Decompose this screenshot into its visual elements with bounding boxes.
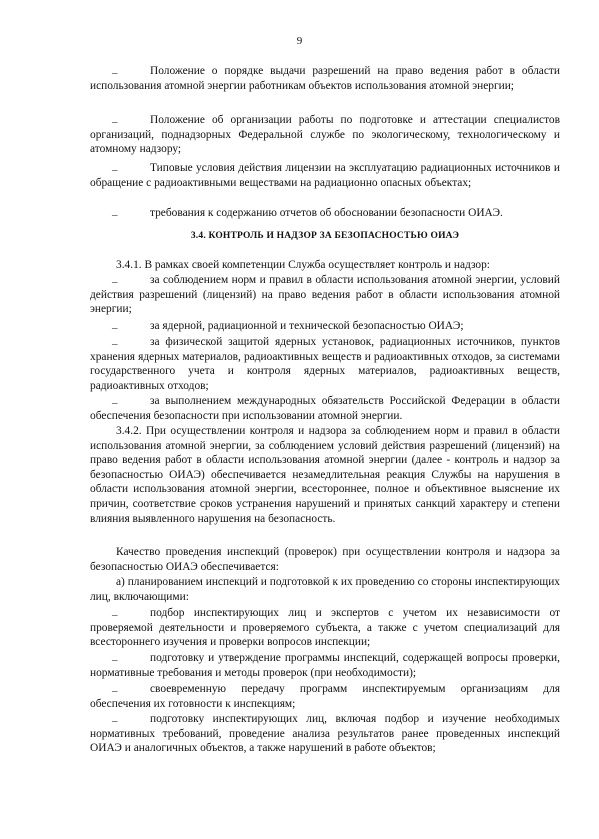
paragraph: подготовку инспектирующих лиц, включая подбор и изучение необходимых нормативных требований, проведение анализа результатов ранее проведенных инспекций ОИАЭ и аналогичных объектов, а также нарушений в работе объектов; <box>90 713 560 755</box>
paragraph: 3.4.2. При осуществлении контроля и надзора за соблюдением норм и правил в области использования атомной энергии, за соблюдением условий действия разрешений (лицензий) на право ведения работ в области использования атомной энергии (далее - контроль и надзор за безопасностью ОИАЭ) обеспечивается незамедлительная реакция Службы на нарушения в области использования атомной энергии, всестороннее, полное и объективное выяснение их причин, соответствие сроков устранения нарушений и принятых санкций характеру и степени влияния выявленного нарушения на безопасность. <box>90 425 560 525</box>
list-dash: – <box>112 715 118 727</box>
paragraph: Качество проведения инспекций (проверок) при осуществлении контроля и надзора за безопасностью ОИАЭ обеспечивается: <box>90 546 560 573</box>
paragraph: подготовку и утверждение программы инспекций, содержащей вопросы проверки, нормативные требования и методы проверок (при необходимости); <box>90 652 560 679</box>
list-dash: – <box>112 397 118 409</box>
paragraph: за физической защитой ядерных установок, радиационных источников, пунктов хранения ядерных материалов, радиоактивных веществ и радиоактивных отходов, за системами государственного учета и контроля ядерных материалов, радиоактивных веществ, радиоактивных отходов; <box>90 336 560 392</box>
list-dash: – <box>112 67 118 79</box>
list-dash: – <box>112 609 118 621</box>
list-dash: – <box>112 338 118 350</box>
paragraph: 3.4.1. В рамках своей компетенции Служба осуществляет контроль и надзор: <box>116 259 490 271</box>
list-dash: – <box>112 276 118 288</box>
list-dash: – <box>112 164 118 176</box>
paragraph: за выполнением международных обязательств Российской Федерации в области обеспечения безопасности при использовании атомной энергии. <box>90 395 560 422</box>
paragraph: Типовые условия действия лицензии на эксплуатацию радиационных источников и обращение с радиоактивными веществами на радиационно опасных объектах; <box>90 162 560 189</box>
list-dash: – <box>112 209 118 221</box>
paragraph: Положение об организации работы по подготовке и аттестации специалистов организаций, поднадзорных Федеральной службе по экологическому, технологическому и атомному надзору; <box>90 114 560 156</box>
paragraph: за соблюдением норм и правил в области использования атомной энергии, условий действия разрешений (лицензий) на право ведения работ в области использования атомной энергии; <box>90 274 560 316</box>
list-dash: – <box>112 116 118 128</box>
paragraph: Положение о порядке выдачи разрешений на право ведения работ в области использования атомной энергии работникам объектов использования атомной энергии; <box>90 65 560 92</box>
paragraph: требования к содержанию отчетов об обосновании безопасности ОИАЭ. <box>150 207 503 219</box>
list-dash: – <box>112 322 118 334</box>
list-dash: – <box>112 654 118 666</box>
page-number: 9 <box>296 35 303 47</box>
paragraph: подбор инспектирующих лиц и экспертов с учетом их независимости от проверяемой деятельности и проверяемого субъекта, а также с учетом специализаций для всестороннего изучения и проверки вопросов инспекции; <box>90 607 560 649</box>
paragraph: за ядерной, радиационной и технической безопасностью ОИАЭ; <box>150 320 464 332</box>
list-dash: – <box>112 685 118 697</box>
section-heading: 3.4. КОНТРОЛЬ И НАДЗОР ЗА БЕЗОПАСНОСТЬЮ ОИАЭ <box>190 231 460 241</box>
paragraph: а) планированием инспекций и подготовкой к их проведению со стороны инспектирующих лиц, включающими: <box>90 576 560 603</box>
paragraph: своевременную передачу программ инспектируемым организациям для обеспечения их готовности к инспекциям; <box>90 683 560 710</box>
